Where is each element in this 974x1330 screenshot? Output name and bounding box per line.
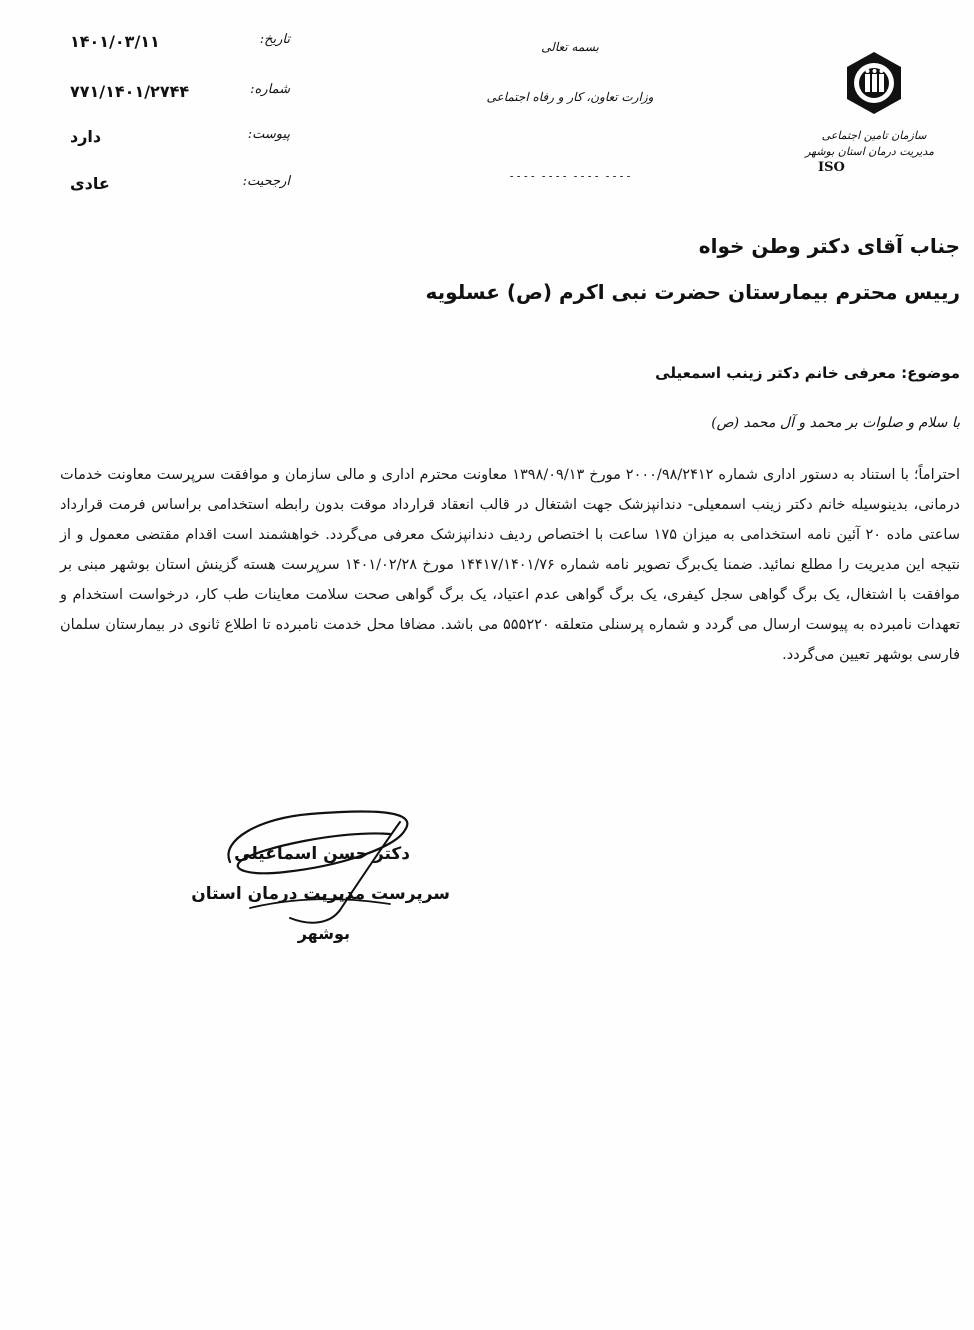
attachment-value: دارد (70, 127, 102, 146)
number-value: ۷۷۱/۱۴۰۱/۲۷۴۴ (70, 82, 190, 101)
number-label: شماره: (250, 82, 290, 97)
handwritten-signature-icon (190, 800, 480, 930)
organization-name: سازمان تامین اجتماعی (821, 129, 927, 142)
recipient-title: رییس محترم بیمارستان حضرت نبی اکرم (ص) عسلویه (425, 280, 960, 304)
signature-block (190, 800, 480, 960)
letter-body: احتراماً؛ با استناد به دستور اداری شماره ۲۰۰۰/۹۸/۲۴۱۲ مورخ ۱۳۹۸/۰۹/۱۳ معاونت محترم اداری و مالی سازمان و موافقت سرپرست معاونت خدمات درمانی، بدینوسیله خانم دکتر زینب اسمعیلی- دندانپزشک جهت اشتغال در قالب انعقاد قرارداد موقت بدون رابطه استخدامی براساس فرمت قرارداد ساعتی ماده ۲۰ آئین نامه استخدامی به میزان ۱۷۵ ساعت با اختصاص ردیف دندانپزشک معرفی می‌گردد. خواهشمند است اقدام مقتضی معمول و از نتیجه این مدیریت را مطلع نمائید. ضمنا یک‌برگ تصویر نامه شماره ۱۴۴۱۷/۱۴۰۱/۷۶ مورخ ۱۴۰۱/۰۲/۲۸ سرپرست هسته گزینش استان بوشهر مبنی بر موافقت با اشتغال، یک برگ گواهی سجل کیفری، یک برگ گواهی عدم اعتیاد، یک برگ گواهی صحت سلامت معاینات طب کار، درخواست استخدام و تعهدات نامبرده به پیوست ارسال می گردد و شماره پرسنلی متعلقه ۵۵۵۲۲۰ می باشد. مضافا محل خدمت نامبرده تا اطلاع ثانوی در بیمارستان سلمان فارسی بوشهر تعیین می‌گردد. (60, 467, 961, 663)
social-security-logo-icon (841, 50, 907, 116)
number-row (70, 82, 290, 106)
date-label: تاریخ: (259, 32, 290, 47)
letter-greeting: با سلام و صلوات بر محمد و آل محمد (ص) (711, 415, 960, 431)
date-value: ۱۴۰۱/۰۳/۱۱ (70, 32, 160, 51)
attachment-row (70, 127, 290, 151)
ministry-heading: وزارت تعاون، کار و رفاه اجتماعی (486, 90, 654, 104)
iso-mark: ISO (818, 160, 845, 175)
motto-line: ۔۔۔۔ ۔۔۔۔ ۔۔۔۔ ۔۔۔۔ (508, 166, 632, 180)
signatory-title: سرپرست مدیریت درمان استان (191, 884, 450, 904)
attachment-label: پیوست: (247, 127, 290, 142)
date-row (70, 32, 290, 56)
letter-subject: موضوع: معرفی خانم دکتر زینب اسمعیلی (655, 364, 960, 382)
signatory-city: بوشهر (297, 924, 350, 943)
signatory-name: دکتر حسن اسماعیلی (234, 844, 410, 864)
urgency-value: عادی (70, 174, 110, 193)
organization-department: مدیریت درمان استان بوشهر (805, 145, 934, 158)
urgency-row (70, 174, 290, 198)
organization-logo-block (805, 50, 934, 176)
recipient-name: جناب آقای دکتر وطن خواه (698, 234, 960, 258)
urgency-label: ارجحیت: (242, 174, 290, 189)
bismillah-heading: بسمه تعالی (541, 40, 599, 54)
